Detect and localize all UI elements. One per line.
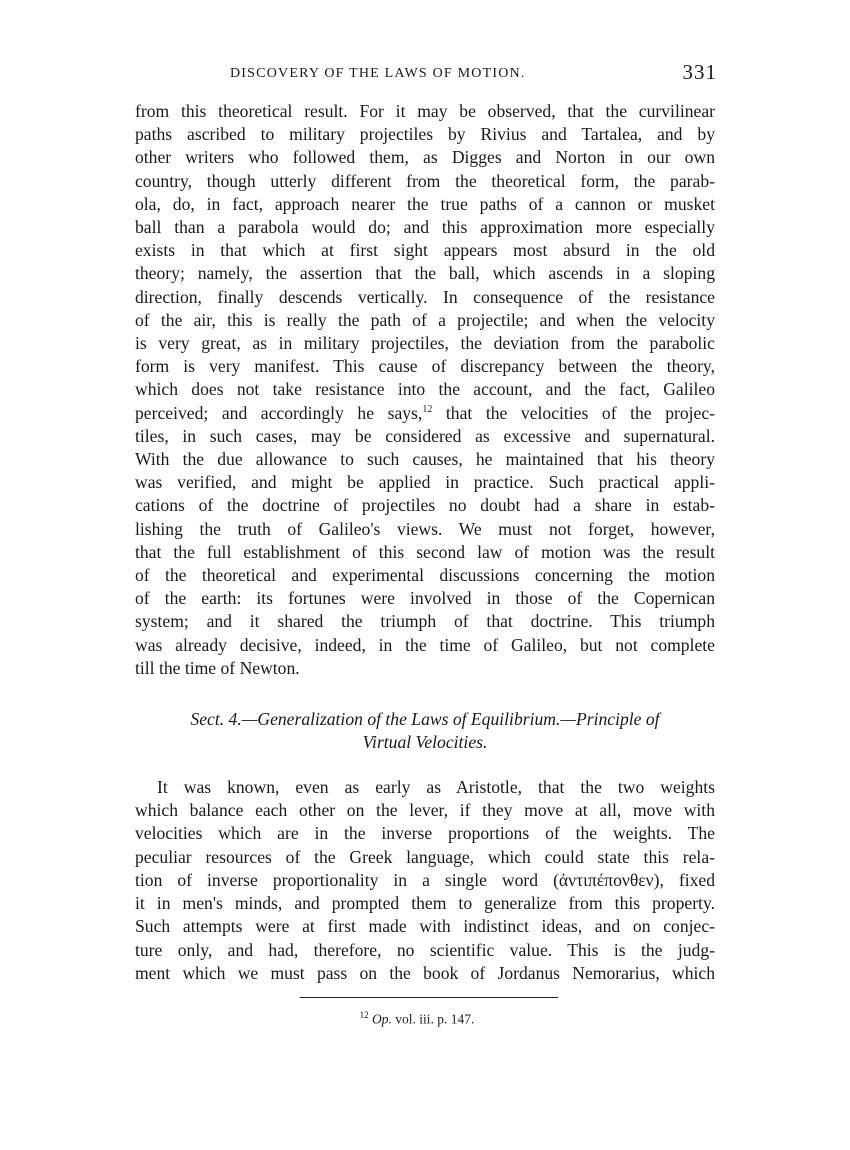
text-line: ture only, and had, therefore, no scientific value. This is the judg- [135, 939, 715, 960]
section-heading-line-2: Virtual Velocities. [362, 732, 488, 753]
section-heading-line-1 [135, 708, 715, 731]
text-line: was verified, and might be applied in practice. Such practical appli- [135, 472, 715, 493]
text-line: which balance each other on the lever, if they move at all, move with [135, 800, 715, 821]
running-title: DISCOVERY OF THE LAWS OF MOTION. [230, 66, 526, 81]
text-line: other writers who followed them, as Digges and Norton in our own [135, 147, 715, 168]
text-line: It was known, even as early as Aristotle, that the two weights [157, 777, 715, 798]
text-line: of the air, this is really the path of a projectile; and when the velocity [135, 309, 715, 330]
text-segment: that the velocities of the projec- [432, 402, 716, 423]
text-line: till the time of Newton. [135, 657, 300, 678]
text-line: tion of inverse proportionality in a single word (ἀντιπέπονθεν), fixed [135, 869, 715, 890]
text-line: of the theoretical and experimental discussions concerning the motion [135, 565, 715, 586]
text-line: system; and it shared the triumph of that doctrine. This triumph [135, 611, 715, 632]
text-line: that the full establishment of this second law of motion was the result [135, 541, 715, 562]
footnote-divider [300, 997, 558, 998]
text-line: country, though utterly different from the theoretical form, the parab- [135, 170, 715, 191]
text-line: ola, do, in fact, approach nearer the true paths of a cannon or musket [135, 193, 715, 214]
text-line-with-footnote-ref [135, 402, 715, 425]
paragraph-2 [135, 776, 715, 985]
text-line: tiles, in such cases, may be considered as excessive and supernatural. [135, 425, 715, 446]
text-line: paths ascribed to military projectiles by Rivius and Tartalea, and by [135, 124, 715, 145]
page-header [135, 60, 715, 90]
paragraph-1 [135, 100, 715, 680]
book-page [135, 60, 715, 1027]
page-number: 331 [682, 60, 717, 84]
text-line: ment which we must pass on the book of Jordanus Nemorarius, which [135, 962, 715, 983]
footnote-marker: 12 [359, 1009, 369, 1020]
footnote-reference[interactable]: 12 [422, 403, 433, 415]
section-label: Sect. 4. [190, 709, 242, 730]
text-line: from this theoretical result. For it may be observed, that the curvilinear [135, 101, 715, 121]
section-heading [135, 708, 715, 754]
text-line: is very great, as in military projectiles, the deviation from the parabolic [135, 333, 715, 354]
footnote-text: vol. iii. p. 147. [391, 1011, 475, 1027]
text-line: theory; namely, the assertion that the ball, which ascends in a sloping [135, 263, 715, 284]
text-line: lishing the truth of Galileo's views. We must not forget, however, [135, 518, 715, 539]
text-segment: perceived; and accordingly he says, [135, 402, 423, 423]
text-line: which does not take resistance into the account, and the fact, Galileo [135, 379, 715, 400]
text-line: peculiar resources of the Greek language, which could state this rela- [135, 846, 715, 867]
text-line: form is very manifest. This cause of discrepancy between the theory, [135, 356, 715, 377]
footnote [127, 1010, 707, 1028]
text-line: of the earth: its fortunes were involved in those of the Copernican [135, 588, 715, 609]
text-line: With the due allowance to such causes, he maintained that his theory [135, 449, 715, 470]
footnote-ref-italic: Op. [371, 1011, 392, 1027]
text-line: it in men's minds, and prompted them to generalize from this property. [135, 893, 715, 914]
text-line: direction, finally descends vertically. In consequence of the resistance [135, 286, 715, 307]
text-line: Such attempts were at first made with indistinct ideas, and on conjec- [135, 916, 715, 937]
text-line: exists in that which at first sight appears most absurd in the old [135, 240, 715, 261]
text-line: cations of the doctrine of projectiles no doubt had a share in estab- [135, 495, 715, 516]
text-line: velocities which are in the inverse proportions of the weights. The [135, 823, 715, 844]
text-line: ball than a parabola would do; and this approximation more especially [135, 217, 715, 238]
section-title: —Generalization of the Laws of Equilibrium.—Principle of [241, 709, 660, 730]
text-line: was already decisive, indeed, in the time of Galileo, but not complete [135, 634, 715, 655]
